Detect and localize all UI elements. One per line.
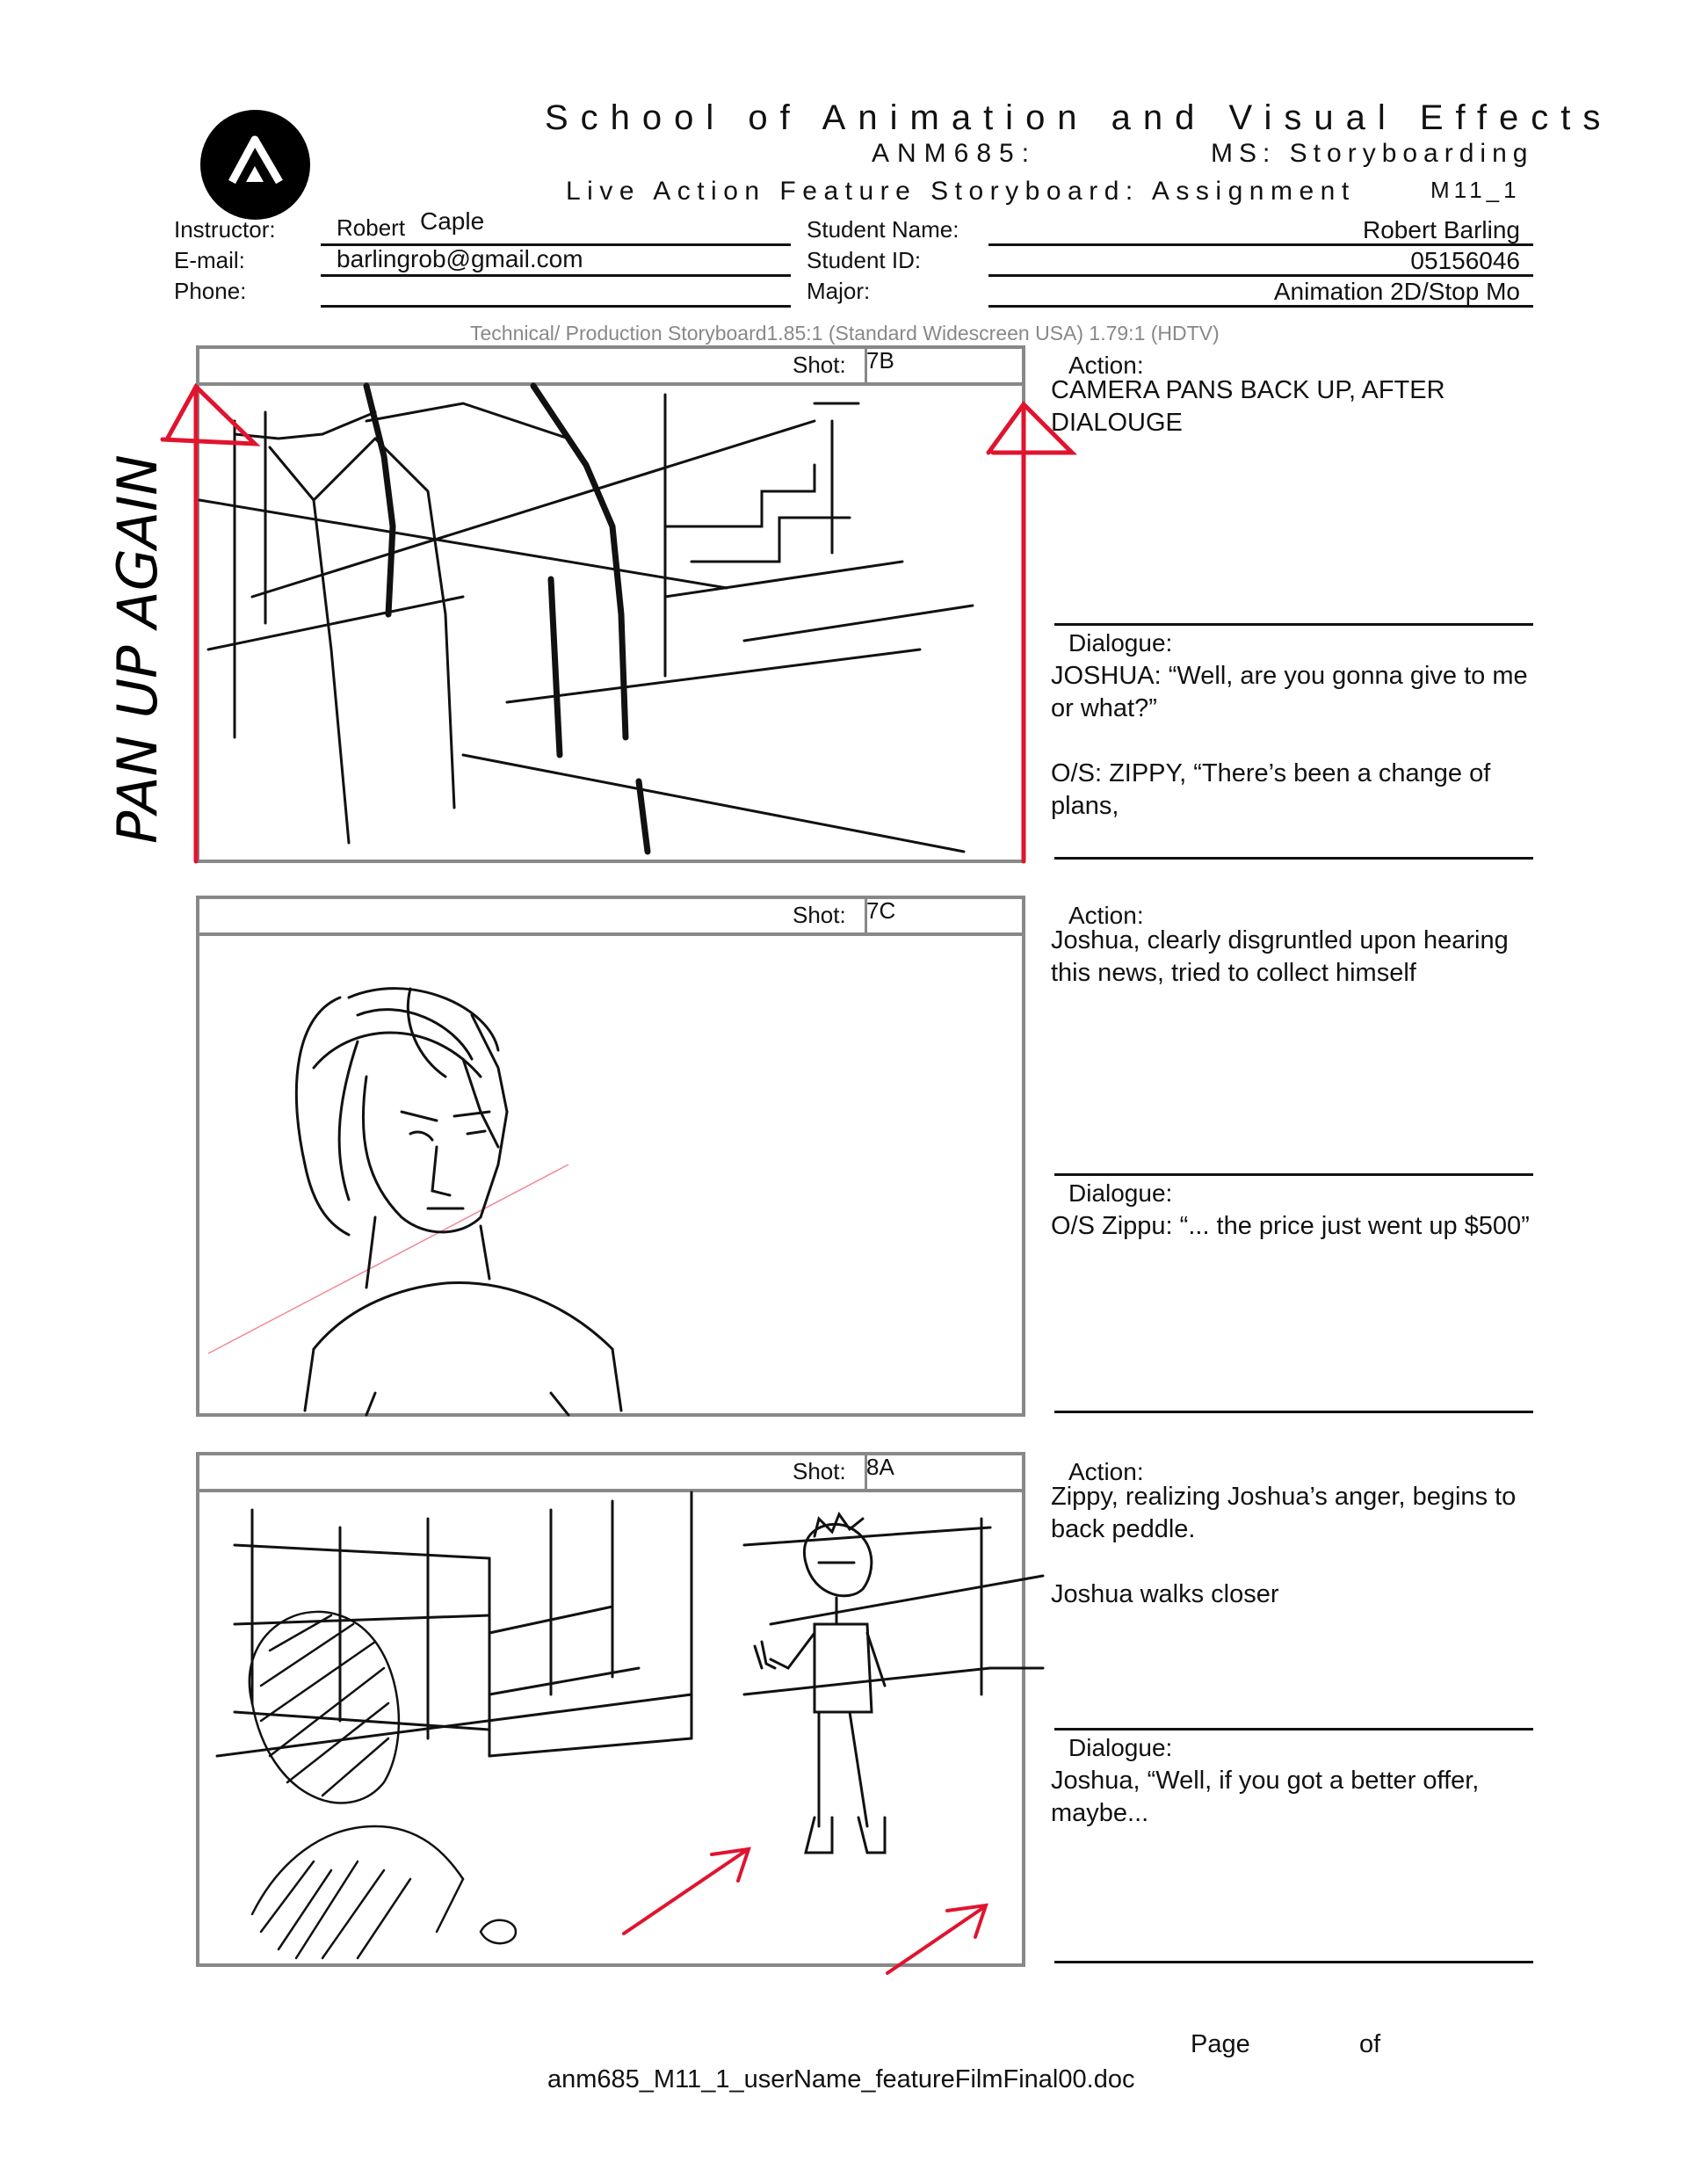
dialogue-rule-3	[1054, 1961, 1533, 1963]
action-rule-3	[1054, 1728, 1533, 1731]
instructor-first: Robert	[337, 214, 406, 241]
shot-label-1: Shot:	[793, 352, 846, 378]
major-line	[988, 305, 1533, 308]
school-title: School of Animation and Visual Effects	[545, 98, 1613, 137]
shot-strip-2	[196, 896, 1025, 936]
phone-line	[321, 305, 791, 308]
of-label: of	[1359, 2030, 1381, 2058]
action-text-3: Zippy, realizing Joshua’s anger, begins to back peddle. Joshua walks closer	[1051, 1483, 1517, 1608]
shot-strip-3	[196, 1452, 1025, 1492]
instructor-label: Instructor:	[174, 216, 276, 243]
dialogue-label-1: Dialogue:	[1068, 629, 1173, 657]
school-logo	[200, 110, 310, 220]
student-id-line	[988, 274, 1533, 277]
walk-forward-arrows	[615, 1846, 993, 1986]
student-id-label: Student ID:	[807, 247, 922, 273]
course-code: ANM685:	[872, 139, 1038, 168]
major-label: Major:	[807, 278, 871, 304]
page-label: Page	[1191, 2030, 1250, 2058]
dialogue-rule-1	[1054, 857, 1533, 860]
action-label-1: Action:	[1068, 352, 1144, 379]
shot-label-2: Shot:	[793, 902, 846, 928]
shot-number-1: 7B	[866, 347, 894, 374]
dialogue-rule-2	[1054, 1411, 1533, 1413]
technical-note: Technical/ Production Storyboard1.85:1 (Standard Widescreen USA) 1.79:1 (HDTV)	[470, 322, 1220, 345]
email-value: barlingrob@gmail.com	[337, 245, 583, 272]
email-line	[321, 274, 791, 277]
sketch-joshua-closeup	[199, 936, 1022, 1413]
triangle-logo-icon	[200, 110, 310, 220]
action-label-3: Action:	[1068, 1458, 1144, 1485]
dialogue-text-3: Joshua, “Well, if you got a better offer, maybe...	[1051, 1767, 1480, 1827]
margin-note: PAN UP AGAIN	[105, 454, 170, 844]
dialogue-text-1: JOSHUA: “Well, are you gonna give to me or what?” O/S: ZIPPY, “There’s been a change of plans,	[1051, 662, 1528, 820]
module-code: M11_1	[1430, 177, 1521, 203]
student-id-value: 05156046	[1410, 247, 1520, 274]
student-name-label: Student Name:	[807, 216, 959, 243]
phone-label: Phone:	[174, 278, 247, 304]
shot-label-3: Shot:	[793, 1458, 846, 1484]
student-name-value: Robert Barling	[1363, 216, 1520, 243]
file-name: anm685_M11_1_userName_featureFilmFinal00.doc	[547, 2065, 1135, 2093]
action-text-1: CAMERA PANS BACK UP, AFTER DIALOUGE	[1051, 376, 1445, 437]
dialogue-text-2: O/S Zippu: “... the price just went up $500”	[1051, 1212, 1530, 1240]
student-name-line	[988, 243, 1533, 246]
major-value: Animation 2D/Stop Mo	[1273, 278, 1520, 305]
pan-up-arrows	[158, 378, 1125, 870]
course-title: MS: Storyboarding	[1211, 139, 1534, 168]
dialogue-label-2: Dialogue:	[1068, 1179, 1173, 1207]
action-text-2: Joshua, clearly disgruntled upon hearing this news, tried to collect himself	[1051, 926, 1509, 987]
action-rule-1	[1054, 623, 1533, 626]
email-label: E-mail:	[174, 247, 245, 273]
assignment-title: Live Action Feature Storyboard: Assignment	[566, 177, 1356, 206]
action-rule-2	[1054, 1173, 1533, 1176]
action-label-2: Action:	[1068, 902, 1144, 929]
dialogue-label-3: Dialogue:	[1068, 1734, 1173, 1761]
instructor-last: Caple	[420, 207, 485, 235]
shot-number-3: 8A	[866, 1454, 894, 1480]
shot-number-2: 7C	[866, 897, 896, 924]
